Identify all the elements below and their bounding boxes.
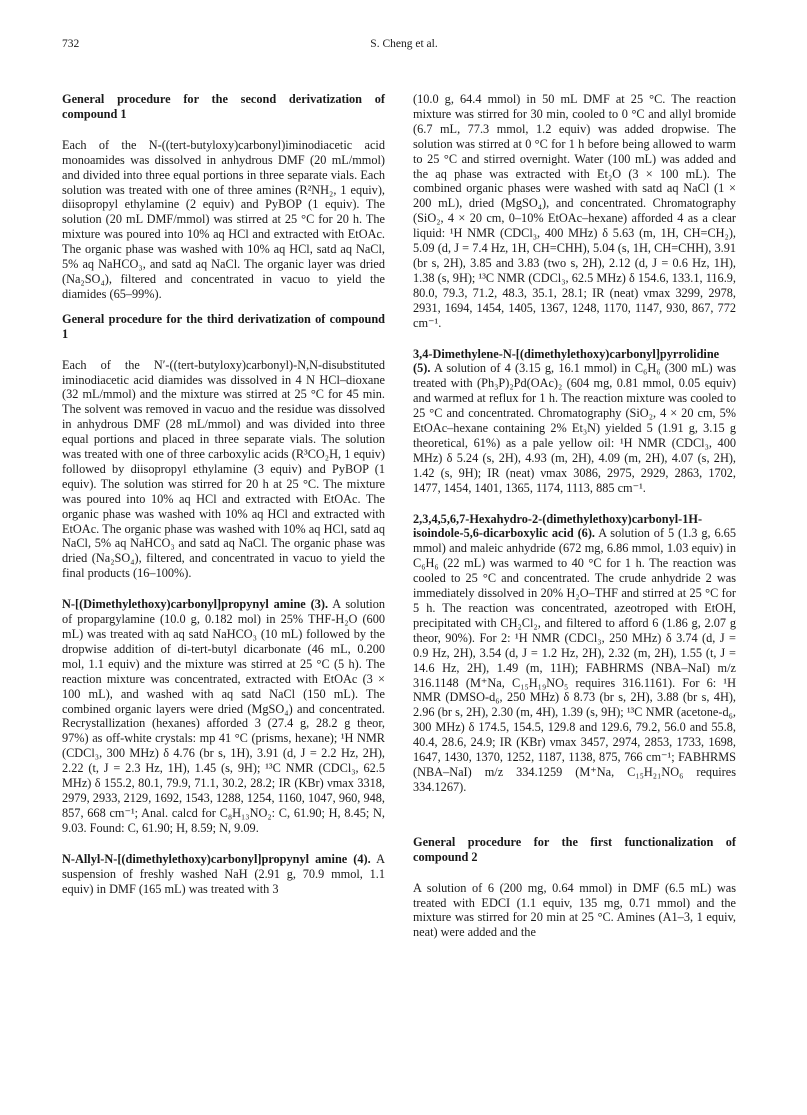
compound-title: 2,3,4,5,6,7-Hexahydro-2-(dimethylethoxy)carbonyl-1H-isoindole-5,6-dicarboxylic acid (6). [413, 511, 703, 541]
paragraph: Each of the N-((tert-butyloxy)carbonyl)iminodiacetic acid monoamides was dissolved in anhydrous DMF (20 mL/mmol) and divided into three equal portions in three separate vials. Each solution was treated with one of three amines (R²NH₂, 1 equiv), diisopropyl ethylamine (2 equiv) and PyBOP (1 equiv). The solution (20 mL DMF/mmol) was stirred at 25 °C for 20 h. The mixture was poured into 10% aq HCl and extracted with EtOAc. The organic phase was washed with 10% aq HCl, satd aq NaCl, 5% aq NaHCO₃, and satd aq NaCl. The organic layer was dried (Na₂SO₄), filtered and concentrated in vacuo to yield the diamides (65–99%). [62, 137, 385, 301]
running-head: S. Cheng et al. [370, 38, 438, 50]
paragraph: (10.0 g, 64.4 mmol) in 50 mL DMF at 25 °C. The reaction mixture was stirred for 30 min, cooled to 0 °C and allyl bromide (6.7 mL, 77.3 mmol, 1.2 equiv) was added dropwise. The solution was stirred at 0 °C for 1 h before being allowed to warm to 25 °C and stirred overnight. Water (100 mL) was added and the aq phase was extracted with Et₂O (3 × 100 mL). The combined organic phases were washed with satd aq NaCl (1 × 200 mL), dried (MgSO₄), and concentrated. Chromatography (SiO₂, 4 × 20 cm, 0–10% EtOAc–hexane) afforded 4 as a clear liquid: ¹H NMR (CDCl₃, 400 MHz) δ 5.63 (m, 1H, CH=CH₂), 5.09 (d, J = 7.4 Hz, 1H, CH=CHH), 5.04 (s, 1H, CH=CHH), 3.91 (br s, 2H), 3.85 and 3.83 (two s, 2H), 2.12 (d, J = 0.6 Hz, 1H), 1.38 (s, 9H); ¹³C NMR (CDCl₃, 62.5 MHz) δ 154.6, 133.1, 116.9, 80.0, 79.3, 71.2, 48.3, 35.1, 28.1; IR (neat) νmax 3299, 2978, 2931, 1694, 1454, 1405, 1367, 1248, 1170, 1147, 930, 867, 772 cm⁻¹. [413, 92, 736, 330]
paragraph: A solution of 6 (200 mg, 0.64 mmol) in DMF (6.5 mL) was treated with EDCI (1.1 equiv, 135 mg, 0.71 mmol) and the mixture was stirred for 20 min at 25 °C. Amines (A1–3, 1 equiv, neat) were added and the [413, 880, 736, 940]
section-heading: General procedure for the second derivatization of compound 1 [62, 92, 385, 121]
compound-text: A solution of propargylamine (10.0 g, 0.182 mol) in 25% THF-H₂O (600 mL) was treated with aq satd NaHCO₃ (10 mL) followed by the dropwise addition of di-tert-butyl dicarbonate (46 mL, 0.200 mol, 1.1 equiv) and the mixture was stirred at 25 °C (5 h). The reaction mixture was concentrated, extracted with EtOAc (3 × 100 mL), and washed with aq satd NaCl (150 mL). The combined organic layers were dried (MgSO₄) and concentrated. Recrystallization (hexanes) afforded 3 (27.4 g, 28.2 g theor, 97%) as off-white crystals: mp 41 °C (prisms, hexane); ¹H NMR (CDCl₃, 300 MHz) δ 4.76 (br s, 1H), 3.91 (d, J = 2.2 Hz, 2H), 2.22 (t, J = 2.3 Hz, 1H), 1.45 (s, 9H); ¹³C NMR (CDCl₃, 62.5 MHz) δ 155.2, 80.1, 79.9, 71.1, 30.2, 28.2; IR (KBr) νmax 3318, 2979, 2933, 2129, 1692, 1543, 1288, 1254, 1160, 1047, 960, 948, 857, 668 cm⁻¹; Anal. calcd for C₈H₁₃NO₂: C, 61.90; H, 8.45; N, 9.03. Found: C, 61.90; H, 8.59; N, 9.09. [62, 597, 385, 835]
compound-paragraph [413, 347, 736, 496]
compound-text: A suspension of freshly washed NaH (2.91 g, 70.9 mmol, 1.1 equiv) in DMF (165 mL) was treated with 3 [62, 851, 386, 896]
left-column [62, 92, 385, 912]
compound-title: 3,4-Dimethylene-N-[(dimethylethoxy)carbonyl]pyrrolidine (5). [413, 346, 720, 376]
compound-title: N-[(Dimethylethoxy)carbonyl]propynyl amine (3). [62, 597, 329, 612]
compound-paragraph [413, 512, 736, 795]
paragraph: Each of the N′-((tert-butyloxy)carbonyl)-N,N-disubstituted iminodiacetic acid diamides was dissolved in 4 N HCl–dioxane (32 mL/mmol) and the mixture was stirred at 25 °C for 45 min. The solvent was removed in vacuo and the residue was dissolved in anhydrous DMF (28 mL/mmol) and was divided into three equal portions and placed in three separate vials. The solution was treated with one of three carboxylic acids (R³CO₂H, 1 equiv) followed by diisopropyl ethylamine (3 equiv) and PyBOP (1 equiv). The solution was stirred for 20 h at 25 °C. The mixture was poured into 10% aq HCl and extracted with EtOAc. The organic phase was washed with 10% aq HCl and extracted with EtOAc. The organic phase was washed with 10% aq HCl, satd aq NaCl, 5% aq NaHCO₃ and satd aq NaCl. The organic phase was dried (Na₂SO₄), filtered, and concentrated in vacuo to yield the final products (16–100%). [62, 357, 385, 581]
page-number: 732 [62, 38, 80, 50]
compound-text: A solution of 4 (3.15 g, 16.1 mmol) in C₆H₆ (300 mL) was treated with (Ph₃P)₂Pd(OAc)₂ (604 mg, 0.81 mmol, 0.05 equiv) and warmed at reflux for 1 h. The reaction mixture was cooled to 25 °C and concentrated. Chromatography (SiO₂, 4 × 20 cm, 5% EtOAc–hexane containing 2% Et₃N) yielded 5 (1.91 g, 3.15 g theoretical, 61%) as a pale yellow oil: ¹H NMR (CDCl₃, 400 MHz) δ 5.24 (s, 2H), 4.93 (m, 2H), 4.09 (m, 2H), 4.07 (s, 2H), 1.42 (s, 9H); IR (neat) νmax 3086, 2975, 2929, 2863, 1702, 1477, 1454, 1401, 1365, 1174, 1113, 885 cm⁻¹. [413, 361, 736, 495]
compound-text: A solution of 5 (1.3 g, 6.65 mmol) and maleic anhydride (672 mg, 6.86 mmol, 1.03 equiv) in C₆H₆ (22 mL) was warmed to 40 °C for 1 h. The reaction was cooled to 25 °C and concentrated. The crude anhydride 2 was immediately dissolved in 20% H₂O–THF and stirred at 25 °C for 5 h. The reaction was concentrated, azeotroped with EtOH, precipitated with CH₂Cl₂, and filtered to afford 6 (1.86 g, 2.07 g theor, 90%). For 2: ¹H NMR (CDCl₃, 250 MHz) δ 3.74 (d, J = 0.9 Hz, 2H), 3.54 (d, J = 1.2 Hz, 2H), 2.32 (m, 2H), 1.55 (t, J = 14.6 Hz, 2H), 1.49 (m, 11H); FABHRMS (NBA–NaI) m/z 316.1148 (M⁺Na, C₁₅H₁₉NO₅ requires 316.1161). For 6: ¹H NMR (DMSO-d₆, 250 MHz) δ 8.73 (br s, 2H), 3.88 (br s, 4H), 2.96 (br s, 2H), 2.30 (m, 4H), 1.39 (s, 9H); ¹³C NMR (acetone-d₆, 300 MHz) δ 174.5, 154.5, 129.8 and 129.6, 79.2, 56.0 and 55.8, 40.4, 28.6, 24.9; IR (KBr) νmax 3457, 2974, 2853, 1733, 1698, 1647, 1430, 1370, 1252, 1187, 1138, 875, 766 cm⁻¹; FABHRMS (NBA–NaI) m/z 334.1259 (M⁺Na, C₁₅H₂₁NO₆ requires 334.1267). [413, 526, 736, 794]
right-column [413, 92, 736, 956]
section-heading: General procedure for the first functionalization of compound 2 [413, 834, 736, 864]
compound-paragraph [62, 852, 385, 897]
compound-title: N-Allyl-N-[(dimethylethoxy)carbonyl]propynyl amine (4). [62, 851, 371, 866]
section-heading: General procedure for the third derivatization of compound 1 [62, 311, 385, 341]
page-header [62, 38, 746, 54]
compound-paragraph [62, 597, 385, 836]
